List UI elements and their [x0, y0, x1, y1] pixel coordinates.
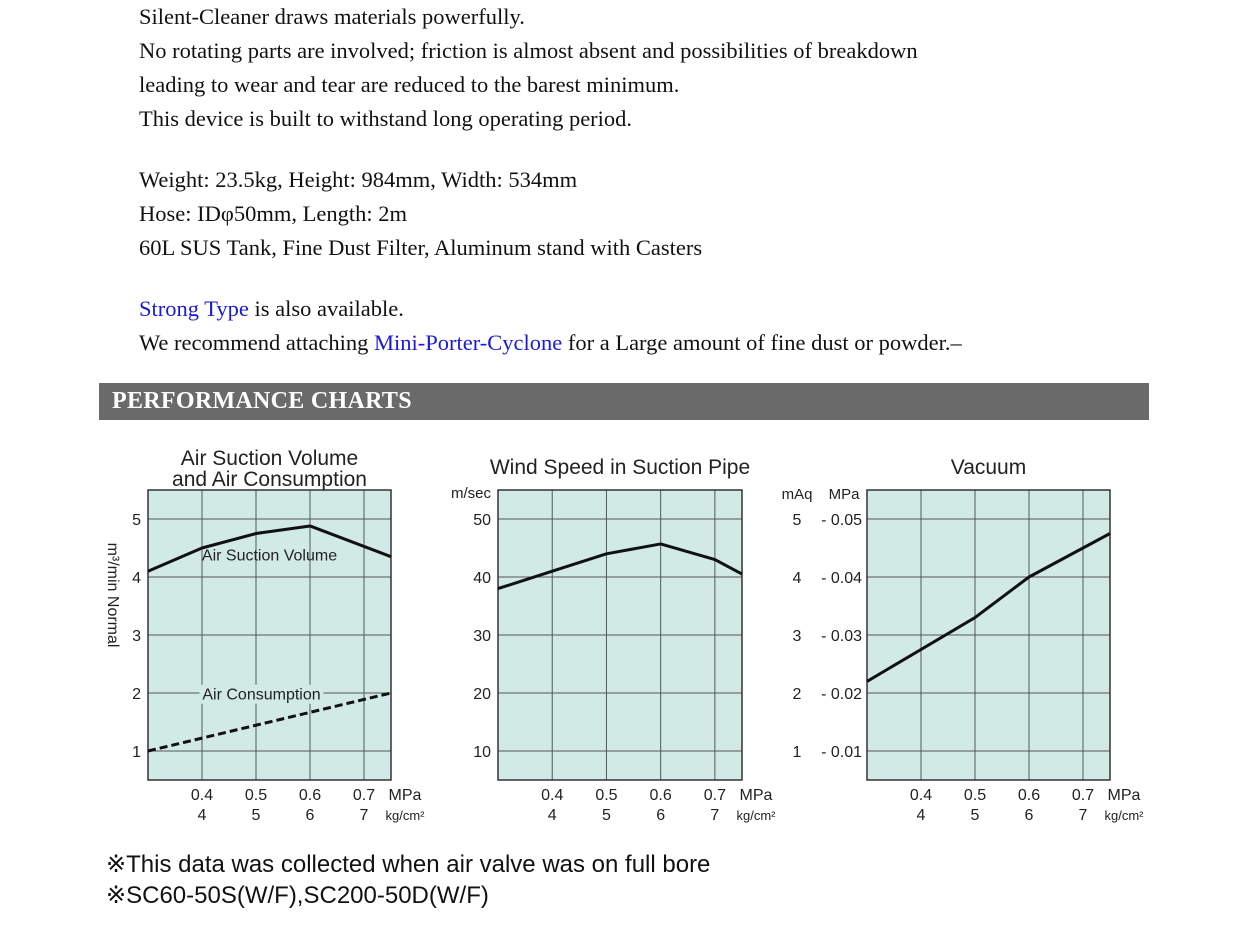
recommend-suffix: for a Large amount of fine dust or powder.– — [562, 330, 962, 355]
y-tick-label: 2 — [792, 686, 802, 703]
x-unit-mpa: MPa — [739, 787, 773, 804]
y-tick-label: 1 — [132, 744, 141, 761]
spec-line: Weight: 23.5kg, Height: 984mm, Width: 534mm — [139, 167, 578, 192]
x-tick-label-kgcm: 5 — [601, 807, 611, 824]
performance-charts — [99, 440, 1149, 835]
related-products — [139, 292, 962, 360]
description-line: leading to wear and tear are reduced to the barest minimum. — [139, 72, 680, 97]
series-label-air-suction-volume: Air Suction Volume — [201, 547, 338, 565]
description-line: This device is built to withstand long operating period. — [139, 106, 633, 131]
x-tick-label-mpa: 0.5 — [963, 787, 987, 804]
y-tick-label-mpa: - 0.02 — [821, 686, 862, 703]
strong-type-line — [139, 292, 962, 326]
x-tick-label-kgcm: 5 — [251, 807, 261, 824]
y-tick-label: 10 — [473, 744, 491, 761]
x-tick-label-kgcm: 6 — [1024, 807, 1034, 824]
x-tick-label-kgcm: 7 — [710, 807, 720, 824]
chart-3 — [782, 456, 1145, 824]
x-tick-label-kgcm: 5 — [970, 807, 980, 824]
x-tick-label-kgcm: 7 — [1078, 807, 1088, 824]
y-tick-label: 40 — [473, 570, 491, 587]
footnote-full-bore: ※This data was collected when air valve was on full bore — [106, 851, 711, 878]
y-tick-label: 1 — [792, 744, 802, 761]
x-tick-label-mpa: 0.4 — [541, 787, 564, 804]
x-tick-label-mpa: 0.6 — [1017, 787, 1041, 804]
x-unit-mpa: MPa — [388, 787, 422, 804]
y-tick-label-mpa: - 0.03 — [821, 628, 862, 645]
x-tick-label-mpa: 0.7 — [703, 787, 727, 804]
description-line: No rotating parts are involved; friction is almost absent and possibilities of breakdown — [139, 38, 918, 63]
description-line: Silent-Cleaner draws materials powerfully. — [139, 4, 525, 29]
x-tick-label-mpa: 0.5 — [244, 787, 268, 804]
chart-title: Vacuum — [950, 456, 1027, 479]
recommend-line — [139, 326, 962, 360]
x-unit-kgcm: kg/cm² — [385, 808, 425, 823]
y-tick-label-mpa: - 0.05 — [821, 512, 862, 529]
product-description — [139, 0, 918, 136]
x-tick-label-kgcm: 6 — [656, 807, 666, 824]
x-unit-kgcm: kg/cm² — [736, 808, 776, 823]
x-tick-label-mpa: 0.7 — [1071, 787, 1095, 804]
section-title: PERFORMANCE CHARTS — [112, 388, 412, 414]
y-axis-label: m/sec — [450, 485, 491, 502]
y-axis-label: m³/min Normal — [104, 542, 121, 648]
x-unit-mpa: MPa — [1107, 787, 1141, 804]
y-tick-label: 3 — [792, 628, 802, 645]
x-tick-label-mpa: 0.4 — [909, 787, 933, 804]
y-axis-label-left: mAq — [781, 486, 813, 503]
chart-title: Wind Speed in Suction Pipe — [489, 456, 751, 479]
mini-porter-cyclone-link[interactable]: Mini-Porter-Cyclone — [373, 330, 563, 355]
x-tick-label-mpa: 0.6 — [298, 787, 322, 804]
product-specs — [139, 163, 702, 265]
y-tick-label: 20 — [473, 686, 491, 703]
chart-title: Air Suction Volume — [180, 447, 359, 470]
spec-line: Hose: IDφ50mm, Length: 2m — [139, 201, 407, 226]
y-tick-label: 2 — [132, 686, 141, 703]
x-tick-label-mpa: 0.5 — [595, 787, 618, 804]
spec-line: 60L SUS Tank, Fine Dust Filter, Aluminum stand with Casters — [139, 235, 703, 260]
chart-title: and Air Consumption — [172, 468, 367, 491]
y-tick-label: 50 — [473, 512, 491, 529]
y-axis-label-right: MPa — [828, 486, 860, 503]
recommend-prefix: We recommend attaching — [139, 330, 374, 355]
y-tick-label: 5 — [792, 512, 802, 529]
y-tick-label: 3 — [132, 628, 141, 645]
y-tick-label: 30 — [473, 628, 491, 645]
x-tick-label-kgcm: 7 — [359, 807, 369, 824]
performance-charts-header — [99, 383, 1149, 420]
chart-1 — [104, 447, 425, 824]
y-tick-label: 4 — [792, 570, 802, 587]
x-unit-kgcm: kg/cm² — [1104, 808, 1144, 823]
x-tick-label-mpa: 0.4 — [190, 787, 214, 804]
x-tick-label-mpa: 0.7 — [352, 787, 376, 804]
y-tick-label: 5 — [132, 512, 141, 529]
chart-2 — [451, 456, 776, 824]
y-tick-label-mpa: - 0.04 — [821, 570, 862, 587]
series-label-air-consumption: Air Consumption — [202, 686, 321, 704]
x-tick-label-kgcm: 4 — [197, 807, 207, 824]
x-tick-label-kgcm: 4 — [547, 807, 557, 824]
strong-type-link[interactable]: Strong Type — [139, 296, 249, 321]
footnote-models: ※SC60-50S(W/F),SC200-50D(W/F) — [106, 882, 489, 909]
x-tick-label-mpa: 0.6 — [649, 787, 672, 804]
strong-type-suffix: is also available. — [248, 296, 404, 321]
y-tick-label-mpa: - 0.01 — [821, 744, 862, 761]
y-tick-label: 4 — [132, 570, 141, 587]
x-tick-label-kgcm: 4 — [916, 807, 926, 824]
x-tick-label-kgcm: 6 — [305, 807, 315, 824]
